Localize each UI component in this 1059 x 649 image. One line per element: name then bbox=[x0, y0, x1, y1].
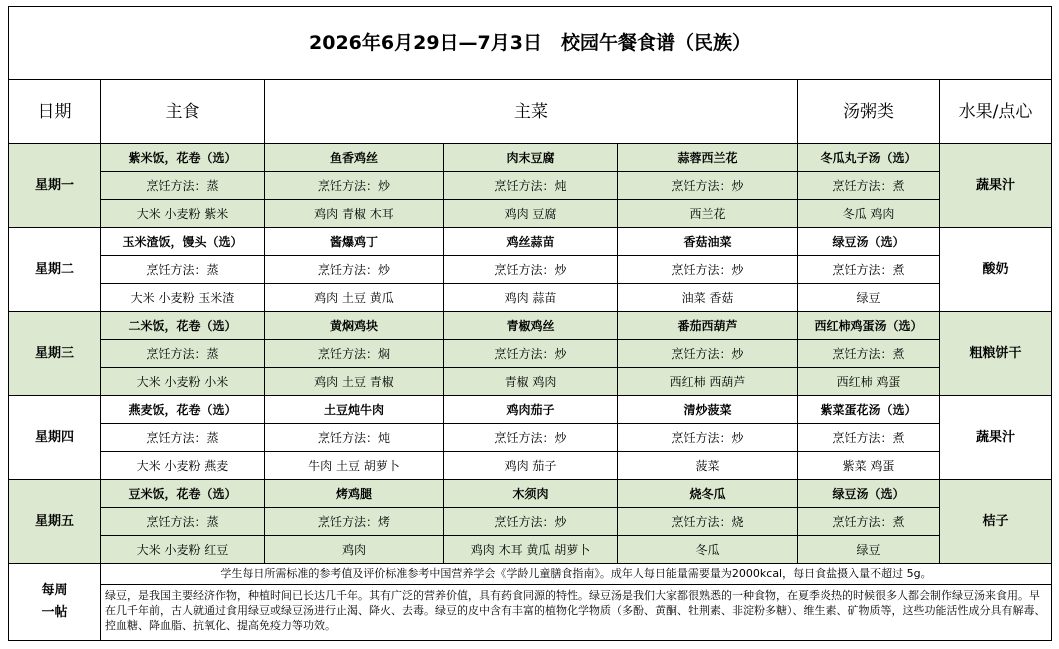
main-dish-ingredients: 油菜 香菇 bbox=[618, 284, 798, 312]
main-dish-dish-name: 烧冬瓜 bbox=[618, 480, 798, 508]
staple-ingredients: 大米 小麦粉 红豆 bbox=[101, 536, 265, 564]
soup-cooking-method: 烹饪方法：煮 bbox=[798, 424, 940, 452]
day-row bbox=[9, 144, 1052, 172]
header-soup: 汤粥类 bbox=[798, 80, 940, 144]
day-label: 星期一 bbox=[9, 144, 101, 228]
staple-dish-name: 二米饭，花卷（选） bbox=[101, 312, 265, 340]
fruit-snack: 酸奶 bbox=[940, 228, 1052, 312]
main-dish-ingredients: 鸡肉 土豆 黄瓜 bbox=[265, 284, 444, 312]
header-date: 日期 bbox=[9, 80, 101, 144]
lunch-menu-table bbox=[8, 6, 1052, 641]
day-row bbox=[9, 508, 1052, 536]
main-dish-dish-name: 土豆炖牛肉 bbox=[265, 396, 444, 424]
staple-dish-name: 燕麦饭，花卷（选） bbox=[101, 396, 265, 424]
soup-dish-name: 绿豆汤（选） bbox=[798, 480, 940, 508]
soup-cooking-method: 烹饪方法：煮 bbox=[798, 256, 940, 284]
main-dish-dish-name: 木须肉 bbox=[444, 480, 618, 508]
main-dish-cooking-method: 烹饪方法：炒 bbox=[618, 424, 798, 452]
main-dish-ingredients: 牛肉 土豆 胡萝卜 bbox=[265, 452, 444, 480]
day-row bbox=[9, 396, 1052, 424]
main-dish-ingredients: 鸡肉 土豆 青椒 bbox=[265, 368, 444, 396]
main-dish-ingredients: 青椒 鸡肉 bbox=[444, 368, 618, 396]
main-dish-dish-name: 蒜蓉西兰花 bbox=[618, 144, 798, 172]
fruit-snack: 蔬果汁 bbox=[940, 396, 1052, 480]
day-label: 星期四 bbox=[9, 396, 101, 480]
staple-ingredients: 大米 小麦粉 燕麦 bbox=[101, 452, 265, 480]
main-dish-ingredients: 西红柿 西葫芦 bbox=[618, 368, 798, 396]
fruit-snack: 蔬果汁 bbox=[940, 144, 1052, 228]
main-dish-ingredients: 鸡肉 蒜苗 bbox=[444, 284, 618, 312]
staple-cooking-method: 烹饪方法：蒸 bbox=[101, 172, 265, 200]
main-dish-dish-name: 青椒鸡丝 bbox=[444, 312, 618, 340]
main-dish-cooking-method: 烹饪方法：炒 bbox=[444, 340, 618, 368]
staple-cooking-method: 烹饪方法：蒸 bbox=[101, 508, 265, 536]
fruit-snack: 桔子 bbox=[940, 480, 1052, 564]
staple-dish-name: 豆米饭，花卷（选） bbox=[101, 480, 265, 508]
soup-dish-name: 绿豆汤（选） bbox=[798, 228, 940, 256]
staple-ingredients: 大米 小麦粉 紫米 bbox=[101, 200, 265, 228]
main-dish-ingredients: 西兰花 bbox=[618, 200, 798, 228]
main-dish-cooking-method: 烹饪方法：炒 bbox=[444, 508, 618, 536]
day-row bbox=[9, 424, 1052, 452]
main-dish-cooking-method: 烹饪方法：烧 bbox=[618, 508, 798, 536]
header-staple: 主食 bbox=[101, 80, 265, 144]
soup-ingredients: 紫菜 鸡蛋 bbox=[798, 452, 940, 480]
soup-dish-name: 紫菜蛋花汤（选） bbox=[798, 396, 940, 424]
day-row bbox=[9, 312, 1052, 340]
main-dish-cooking-method: 烹饪方法：炒 bbox=[444, 424, 618, 452]
soup-dish-name: 冬瓜丸子汤（选） bbox=[798, 144, 940, 172]
main-dish-dish-name: 鱼香鸡丝 bbox=[265, 144, 444, 172]
day-row bbox=[9, 536, 1052, 564]
staple-ingredients: 大米 小麦粉 玉米渣 bbox=[101, 284, 265, 312]
main-dish-cooking-method: 烹饪方法：炒 bbox=[618, 340, 798, 368]
weekly-tip-label-line1: 每周 bbox=[41, 583, 68, 598]
main-dish-cooking-method: 烹饪方法：炖 bbox=[265, 424, 444, 452]
main-dish-dish-name: 烤鸡腿 bbox=[265, 480, 444, 508]
main-dish-cooking-method: 烹饪方法：炒 bbox=[618, 172, 798, 200]
soup-cooking-method: 烹饪方法：煮 bbox=[798, 508, 940, 536]
main-dish-cooking-method: 烹饪方法：炒 bbox=[618, 256, 798, 284]
menu-title: 2026年6月29日—7月3日 校园午餐食谱（民族） bbox=[9, 7, 1052, 80]
soup-cooking-method: 烹饪方法：煮 bbox=[798, 340, 940, 368]
soup-ingredients: 绿豆 bbox=[798, 284, 940, 312]
day-row bbox=[9, 452, 1052, 480]
day-row bbox=[9, 200, 1052, 228]
main-dish-ingredients: 冬瓜 bbox=[618, 536, 798, 564]
day-row bbox=[9, 284, 1052, 312]
soup-ingredients: 冬瓜 鸡肉 bbox=[798, 200, 940, 228]
main-dish-ingredients: 鸡肉 茄子 bbox=[444, 452, 618, 480]
staple-cooking-method: 烹饪方法：蒸 bbox=[101, 340, 265, 368]
day-row bbox=[9, 368, 1052, 396]
staple-cooking-method: 烹饪方法：蒸 bbox=[101, 256, 265, 284]
main-dish-cooking-method: 烹饪方法：烤 bbox=[265, 508, 444, 536]
soup-ingredients: 绿豆 bbox=[798, 536, 940, 564]
fruit-snack: 粗粮饼干 bbox=[940, 312, 1052, 396]
weekly-tip-text: 绿豆，是我国主要经济作物，种植时间已长达几千年。其有广泛的营养价值，具有药食同源的特性。绿豆汤是我们大家都很熟悉的一种食物，在夏季炎热的时候很多人都会制作绿豆汤来食用。早在几千年前，古人就通过食用绿豆或绿豆汤进行止渴、降火、去毒。绿豆的皮中含有丰富的植物化学物质（多酚、黄酮、牡荆素、非淀粉多糖）、维生素、矿物质等，这些功能活性成分具有解毒、控血糖、降血脂、抗氧化、提高免疫力等功效。 bbox=[101, 585, 1052, 641]
soup-ingredients: 西红柿 鸡蛋 bbox=[798, 368, 940, 396]
day-row bbox=[9, 256, 1052, 284]
main-dish-ingredients: 菠菜 bbox=[618, 452, 798, 480]
main-dish-dish-name: 香菇油菜 bbox=[618, 228, 798, 256]
main-dish-dish-name: 肉末豆腐 bbox=[444, 144, 618, 172]
day-label: 星期三 bbox=[9, 312, 101, 396]
day-label: 星期五 bbox=[9, 480, 101, 564]
staple-cooking-method: 烹饪方法：蒸 bbox=[101, 424, 265, 452]
main-dish-cooking-method: 烹饪方法：炖 bbox=[444, 172, 618, 200]
day-row bbox=[9, 228, 1052, 256]
main-dish-dish-name: 鸡丝蒜苗 bbox=[444, 228, 618, 256]
header-fruit: 水果/点心 bbox=[940, 80, 1052, 144]
main-dish-dish-name: 鸡肉茄子 bbox=[444, 396, 618, 424]
weekly-tip-label-line2: 一帖 bbox=[41, 605, 68, 620]
main-dish-ingredients: 鸡肉 豆腐 bbox=[444, 200, 618, 228]
day-row bbox=[9, 172, 1052, 200]
day-row bbox=[9, 480, 1052, 508]
main-dish-cooking-method: 烹饪方法：炒 bbox=[444, 256, 618, 284]
soup-dish-name: 西红柿鸡蛋汤（选） bbox=[798, 312, 940, 340]
header-main-dish: 主菜 bbox=[265, 80, 798, 144]
main-dish-dish-name: 酱爆鸡丁 bbox=[265, 228, 444, 256]
staple-ingredients: 大米 小麦粉 小米 bbox=[101, 368, 265, 396]
main-dish-cooking-method: 烹饪方法：焖 bbox=[265, 340, 444, 368]
main-dish-dish-name: 番茄西葫芦 bbox=[618, 312, 798, 340]
weekly-tip-standard: 学生每日所需标准的参考值及评价标准参考中国营养学会《学龄儿童膳食指南》。成年人每日能量需要量为2000kcal，每日食盐摄入量不超过 5g。 bbox=[101, 564, 1052, 585]
main-dish-ingredients: 鸡肉 青椒 木耳 bbox=[265, 200, 444, 228]
staple-dish-name: 紫米饭，花卷（选） bbox=[101, 144, 265, 172]
staple-dish-name: 玉米渣饭，馒头（选） bbox=[101, 228, 265, 256]
main-dish-dish-name: 黄焖鸡块 bbox=[265, 312, 444, 340]
main-dish-dish-name: 清炒菠菜 bbox=[618, 396, 798, 424]
main-dish-ingredients: 鸡肉 bbox=[265, 536, 444, 564]
soup-cooking-method: 烹饪方法：煮 bbox=[798, 172, 940, 200]
main-dish-ingredients: 鸡肉 木耳 黄瓜 胡萝卜 bbox=[444, 536, 618, 564]
weekly-tip-label bbox=[9, 564, 101, 641]
day-row bbox=[9, 340, 1052, 368]
main-dish-cooking-method: 烹饪方法：炒 bbox=[265, 172, 444, 200]
day-label: 星期二 bbox=[9, 228, 101, 312]
main-dish-cooking-method: 烹饪方法：炒 bbox=[265, 256, 444, 284]
